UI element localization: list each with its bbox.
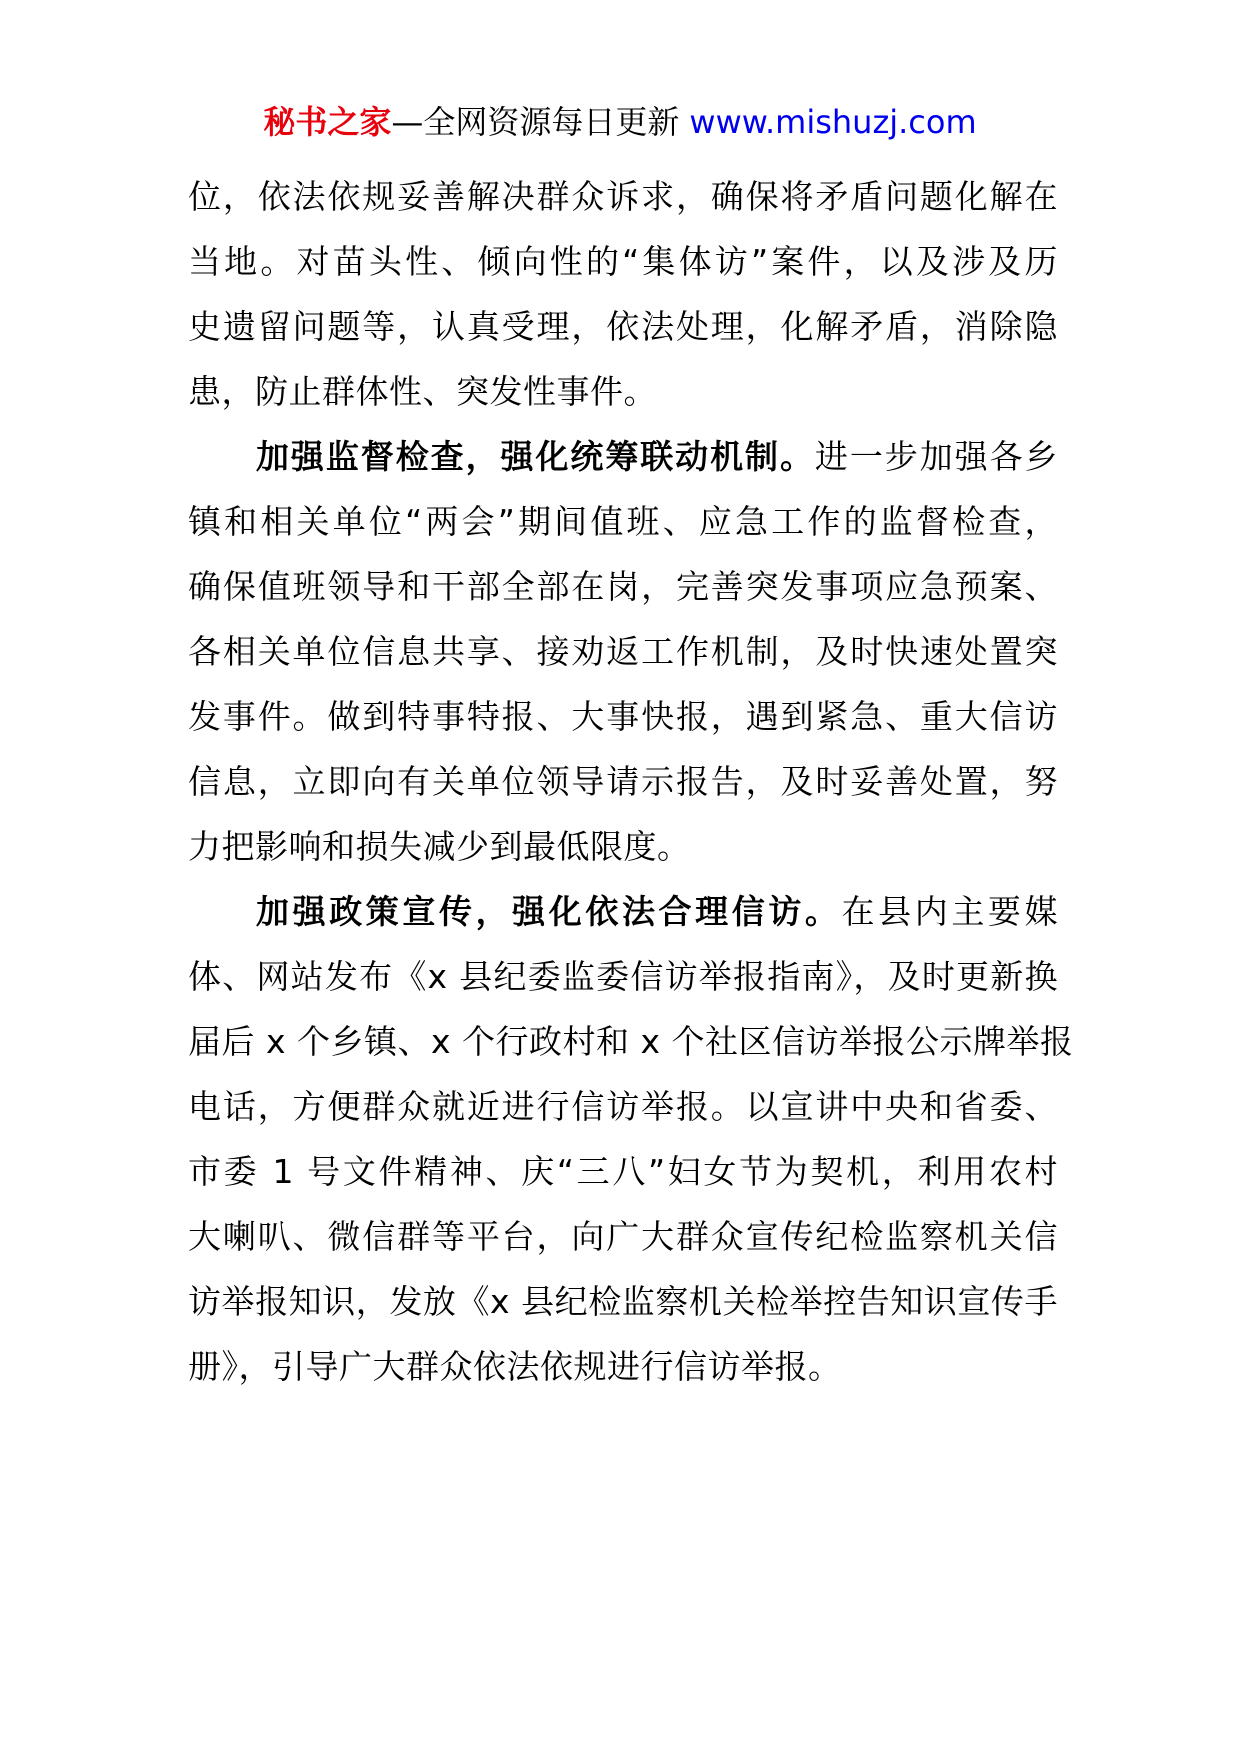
paragraph-2 <box>188 424 1058 879</box>
text-line: 访举报知识，发放《x 县纪检监察机关检举控告知识宣传手 <box>188 1282 1058 1321</box>
text-line: 大喇叭、微信群等平台，向广大群众宣传纪检监察机关信 <box>188 1217 1058 1256</box>
text-line: 史遗留问题等，认真受理，依法处理，化解矛盾，消除隐 <box>188 307 1058 346</box>
text-line: 确保值班领导和干部全部在岗，完善突发事项应急预案、 <box>188 567 1058 606</box>
paragraph-3 <box>188 879 1074 1399</box>
brand-name: 秘书之家 <box>263 103 392 141</box>
text-segment: 在县内主要媒 <box>841 892 1059 931</box>
text-line: 电话，方便群众就近进行信访举报。以宣讲中央和省委、 <box>188 1087 1058 1126</box>
text-line: 发事件。做到特事特报、大事快报，遇到紧急、重大信访 <box>188 697 1058 736</box>
text-line: 患，防止群体性、突发性事件。 <box>188 372 657 411</box>
text-line: 位，依法依规妥善解决群众诉求，确保将矛盾问题化解在 <box>188 177 1058 216</box>
text-line: 体、网站发布《x 县纪委监委信访举报指南》，及时更新换 <box>188 957 1058 996</box>
text-line: 各相关单位信息共享、接劝返工作机制，及时快速处置突 <box>188 632 1058 671</box>
paragraph-first-line <box>188 424 1058 489</box>
text-line: 力把影响和损失减少到最低限度。 <box>188 827 691 866</box>
text-line: 信息，立即向有关单位领导请示报告，及时妥善处置，努 <box>188 762 1058 801</box>
text-line: 册》，引导广大群众依法依规进行信访举报。 <box>188 1347 842 1386</box>
text-line: 届后 x 个乡镇、x 个行政村和 x 个社区信访举报公示牌举报 <box>188 1022 1074 1061</box>
paragraph-1 <box>188 164 1058 424</box>
site-header <box>0 100 1240 144</box>
site-url-link[interactable]: www.mishuzj.com <box>689 103 977 141</box>
document-body <box>188 164 1074 1399</box>
text-line: 镇和相关单位“两会”期间值班、应急工作的监督检查， <box>188 502 1058 541</box>
paragraph-heading: 加强监督检查，强化统筹联动机制。 <box>256 437 815 476</box>
header-tagline: —全网资源每日更新 <box>391 103 680 141</box>
paragraph-heading: 加强政策宣传，强化依法合理信访。 <box>256 892 842 931</box>
text-segment: 进一步加强各乡 <box>814 437 1059 476</box>
paragraph-first-line <box>188 879 1058 944</box>
text-line: 当地。对苗头性、倾向性的“集体访”案件，以及涉及历 <box>188 242 1058 281</box>
text-line: 市委 1 号文件精神、庆“三八”妇女节为契机，利用农村 <box>188 1152 1058 1191</box>
